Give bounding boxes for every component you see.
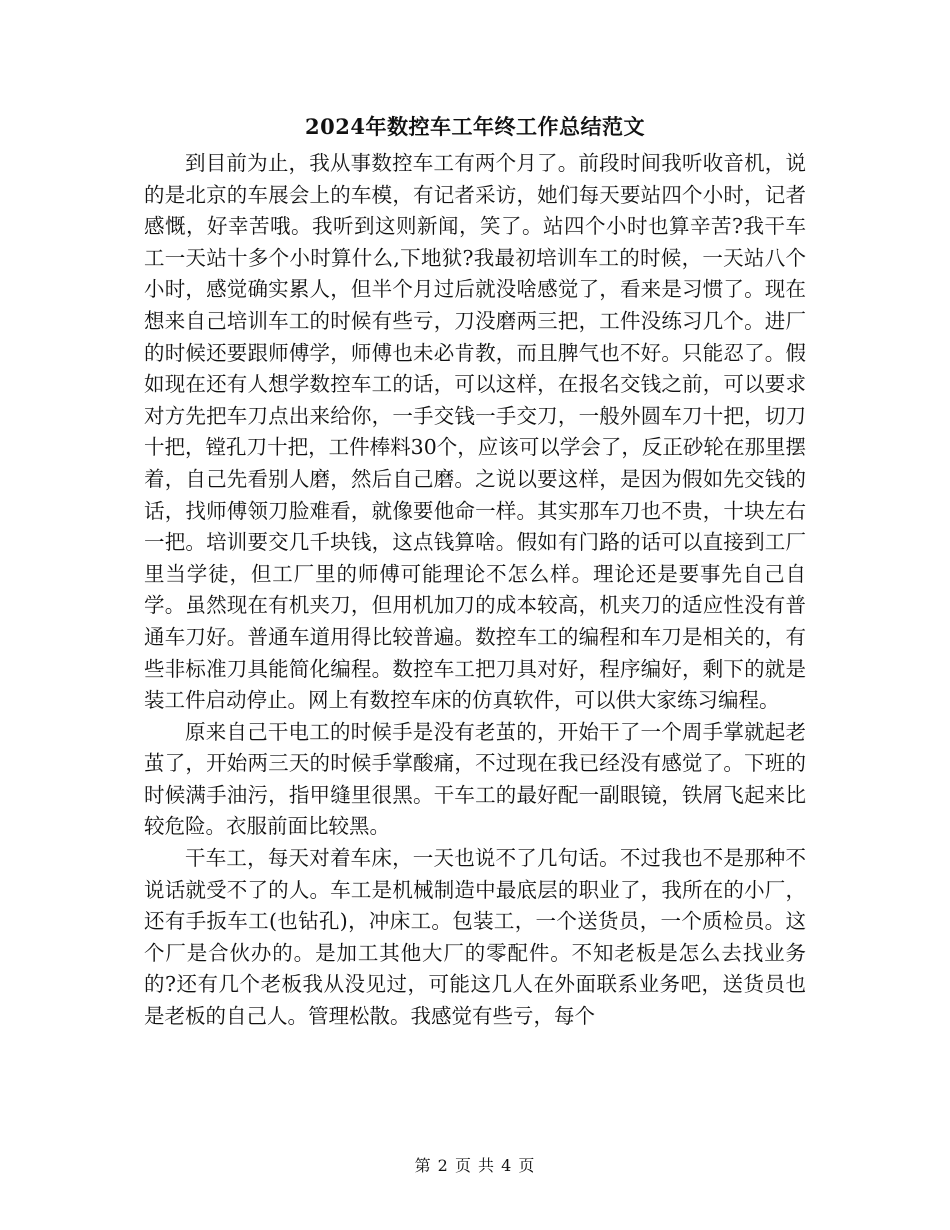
paragraph-3: 干车工，每天对着车床，一天也说不了几句话。不过我也不是那种不说话就受不了的人。车工是机械制造中最底层的职业了，我所在的小厂，还有手扳车工(也钻孔)，冲床工。包装工，一个送货员，一个质检员。这个厂是合伙办的。是加工其他大厂的零配件。不知老板是怎么去找业务的?还有几个老板我从没见过，可能这几人在外面联系业务吧，送货员也是老板的自己人。管理松散。我感觉有些亏，每个 — [144, 846, 806, 1029]
document-title: 2024年数控车工年终工作总结范文 — [305, 114, 645, 139]
document-body — [144, 148, 806, 1033]
paragraph-2: 原来自己干电工的时候手是没有老茧的，开始干了一个周手掌就起老茧了，开始两三天的时候手掌酸痛，不过现在我已经没有感觉了。下班的时候满手油污，指甲缝里很黑。干车工的最好配一副眼镜，铁屑飞起来比较危险。衣服前面比较黑。 — [144, 719, 806, 839]
page-footer: 第 2 页 共 4 页 — [414, 1156, 536, 1175]
paragraph-1: 到目前为止，我从事数控车工有两个月了。前段时间我听收音机，说的是北京的车展会上的车模，有记者采访，她们每天要站四个小时，记者感慨，好幸苦哦。我听到这则新闻，笑了。站四个小时也算辛苦?我干车工一天站十多个小时算什么,下地狱?我最初培训车工的时候，一天站八个小时，感觉确实累人，但半个月过后就没啥感觉了，看来是习惯了。现在想来自己培训车工的时候有些亏，刀没磨两三把，工件没练习几个。进厂的时候还要跟师傅学，师傅也未必肯教，而且脾气也不好。只能忍了。假如现在还有人想学数控车工的话，可以这样，在报名交钱之前，可以要求对方先把车刀点出来给你，一手交钱一手交刀，一般外圆车刀十把，切刀十把，镗孔刀十把，工件棒料30个，应该可以学会了，反正砂轮在那里摆着，自己先看别人磨，然后自己磨。之说以要这样，是因为假如先交钱的话，找师傅领刀脸难看，就像要他命一样。其实那车刀也不贵，十块左右一把。培训要交几千块钱，这点钱算啥。假如有门路的话可以直接到工厂里当学徒，但工厂里的师傅可能理论不怎么样。理论还是要事先自己自学。虽然现在有机夹刀，但用机加刀的成本较高，机夹刀的适应性没有普通车刀好。普通车道用得比较普遍。数控车工的编程和车刀是相关的，有些非标准刀具能简化编程。数控车工把刀具对好，程序编好，剩下的就是装工件启动停止。网上有数控车床的仿真软件，可以供大家练习编程。 — [144, 151, 806, 713]
